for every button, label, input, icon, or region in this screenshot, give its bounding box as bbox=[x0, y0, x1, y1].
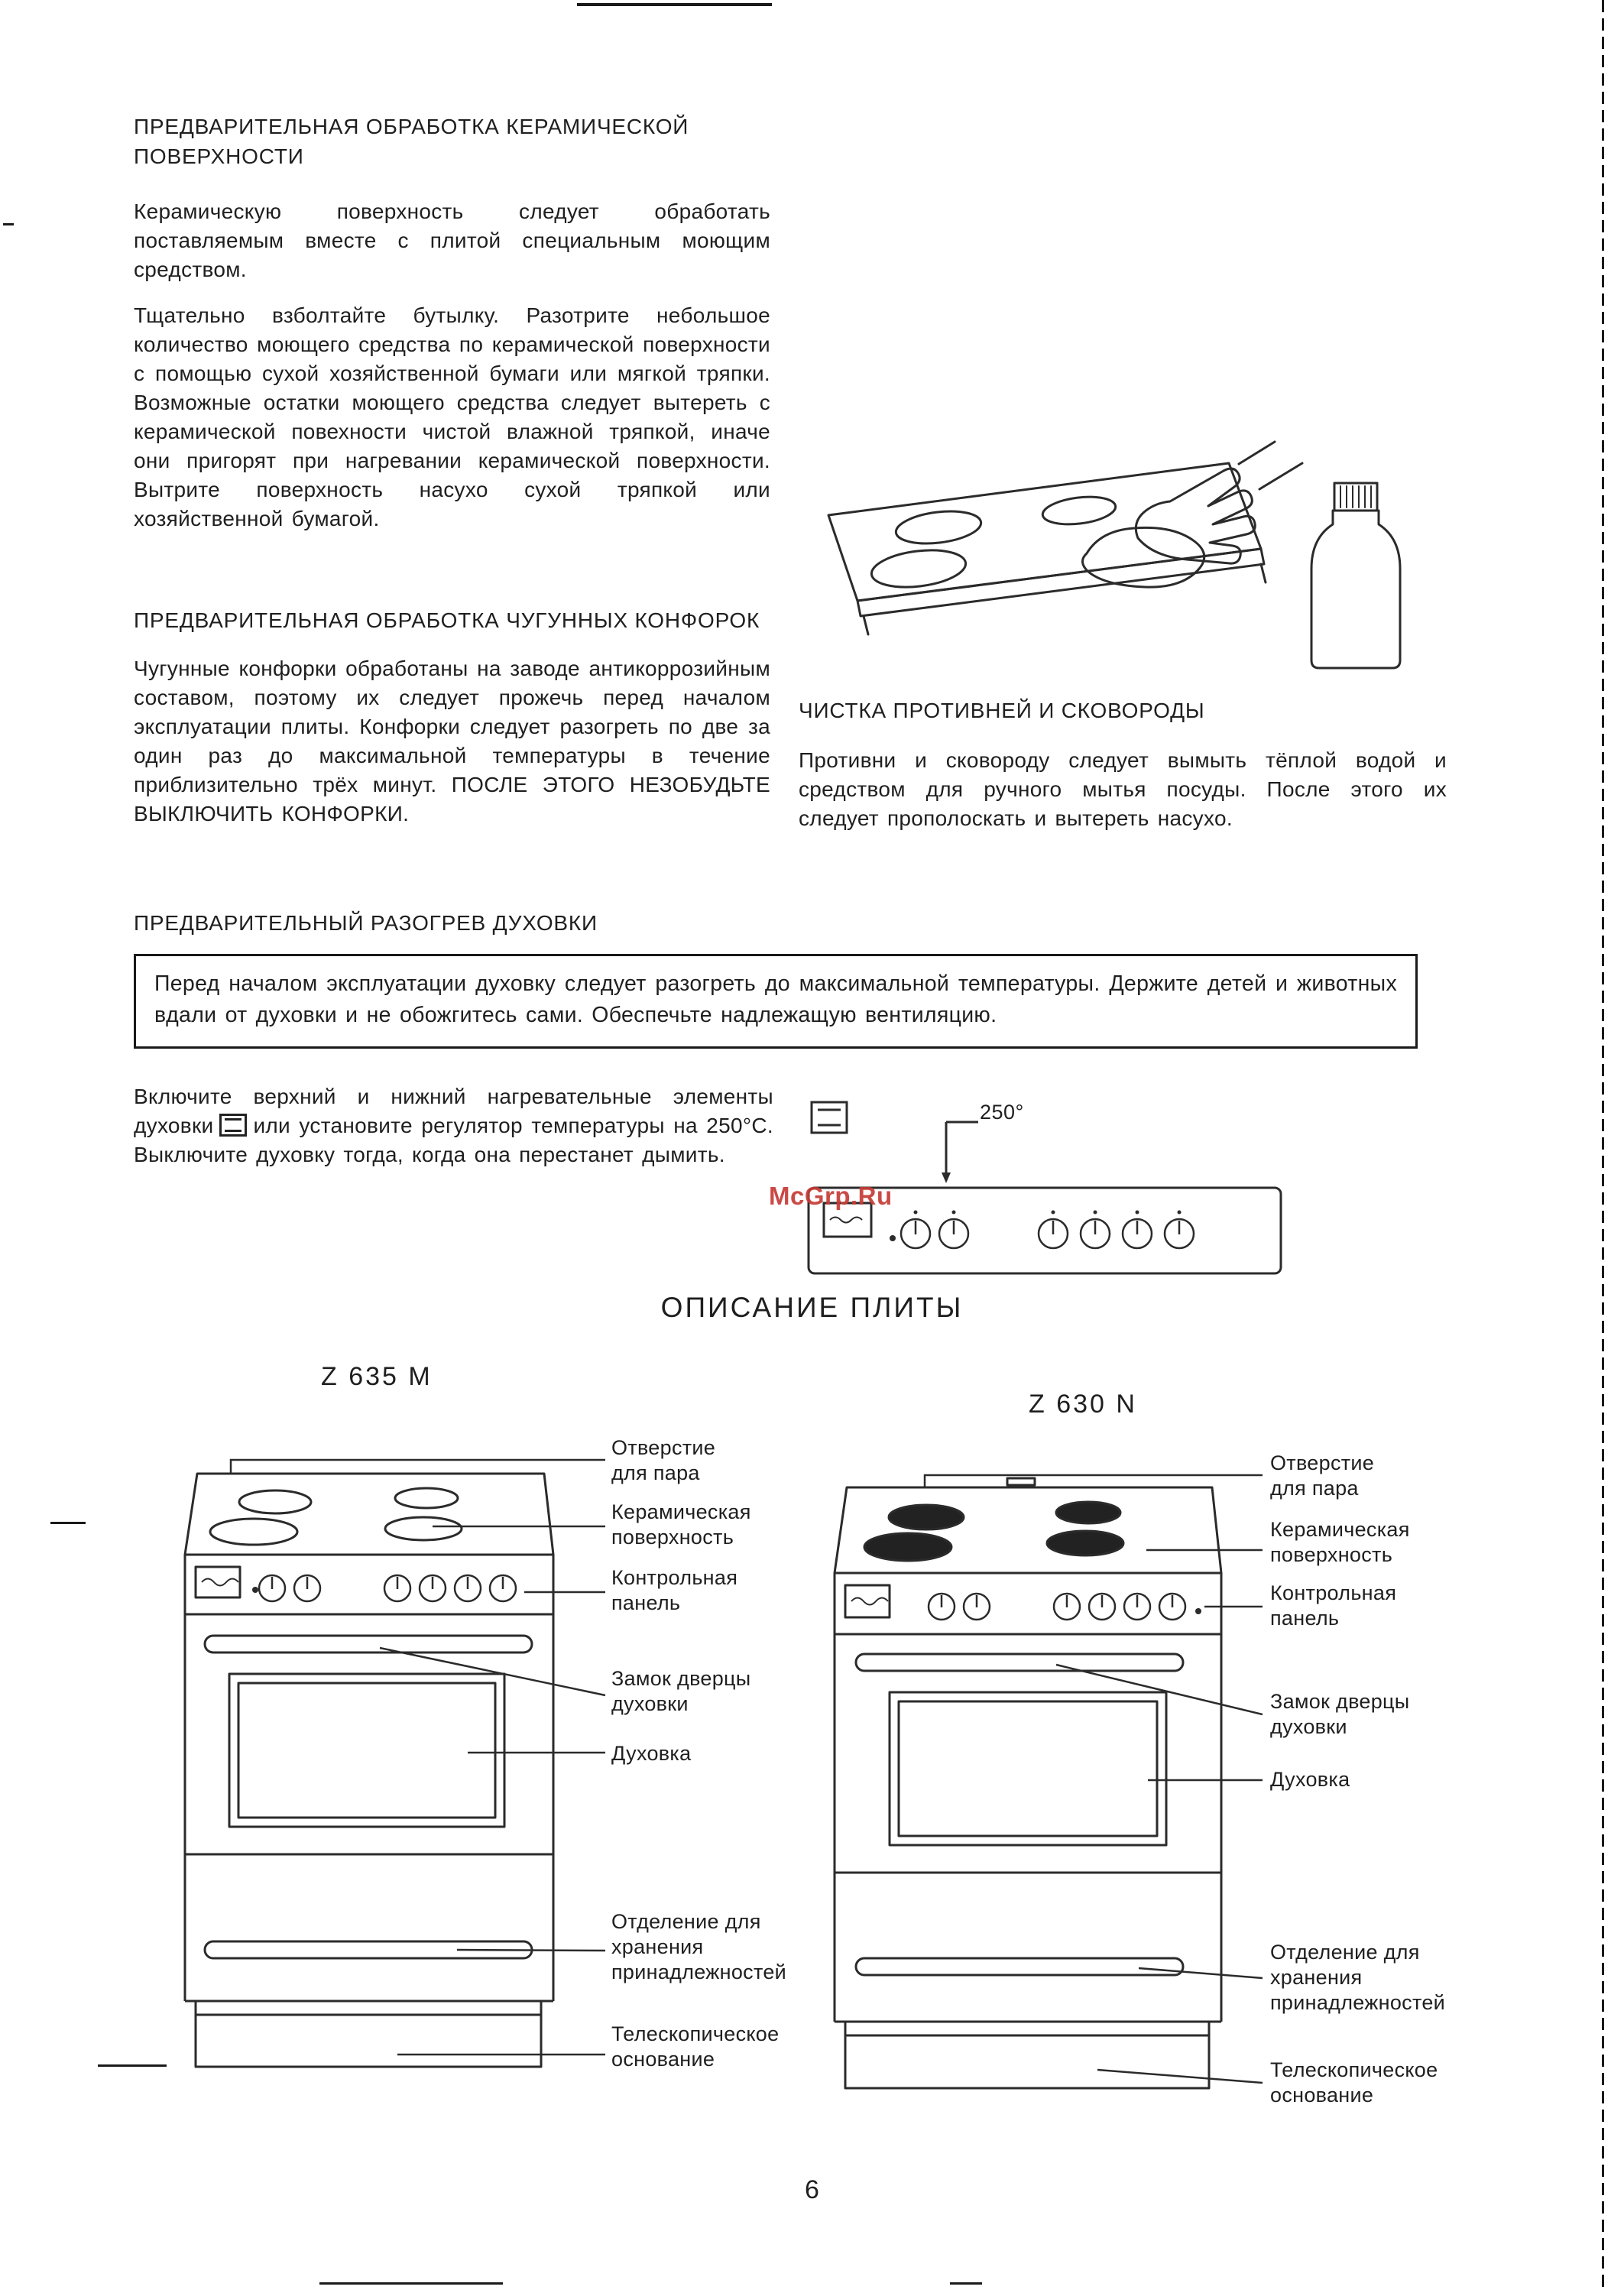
watermark: McGrp.Ru bbox=[769, 1182, 893, 1210]
section-title-ceramic-pretreatment: ПРЕДВАРИТЕЛЬНАЯ ОБРАБОТКА КЕРАМИЧЕСКОЙ ПОВЕРХНОСТИ bbox=[134, 115, 689, 168]
part-label-oven-right: Духовка bbox=[1270, 1768, 1350, 1791]
section-title-trays-cleaning: ЧИСТКА ПРОТИВНЕЙ И СКОВОРОДЫ bbox=[799, 699, 1205, 722]
part-label-telescopic-base: Телескопическое основание bbox=[611, 2022, 780, 2071]
description-heading: ОПИСАНИЕ ПЛИТЫ bbox=[660, 1292, 964, 1323]
part-label-ceramic-surface-right: Керамическая поверхность bbox=[1270, 1518, 1410, 1566]
cooktop-cleaning-illustration bbox=[807, 437, 1411, 682]
section-title-oven-preheat: ПРЕДВАРИТЕЛЬНЫЙ РАЗОГРЕВ ДУХОВКИ bbox=[134, 911, 598, 935]
panel-knobs bbox=[901, 1211, 1194, 1249]
part-label-ceramic-surface: Керамическая поверхность bbox=[611, 1500, 751, 1549]
scan-artifact-top-rule bbox=[577, 3, 772, 6]
oven-heat-icon bbox=[219, 1114, 247, 1137]
temperature-label: 250° bbox=[980, 1101, 1024, 1124]
part-label-door-lock: Замок дверцы духовки bbox=[611, 1667, 751, 1715]
part-label-steam-vent: Отверстие для пара bbox=[611, 1436, 716, 1484]
paragraph-preheat bbox=[134, 1082, 773, 1169]
part-label-door-lock-right: Замок дверцы духовки bbox=[1270, 1690, 1410, 1738]
bottle-cap-hatch bbox=[1340, 486, 1371, 508]
warning-text: Перед началом эксплуатации духовку следует разогреть до максимальной температуры. Держите детей и животных вдали от духовки и не обожгитесь сами. Обеспечьте надлежащую вентиляцию. bbox=[154, 971, 1397, 1027]
part-label-control-panel: Контрольная панель bbox=[611, 1566, 738, 1614]
scan-artifact-left-dash bbox=[3, 223, 14, 225]
paragraph-hobs: Чугунные конфорки обработаны на заводе антикоррозийным составом, поэтому их следует прожечь перед началом эксплуатации плиты. Конфорки следует разогреть по две за один раз до максимальной температуры в течение приблизительно трёх минут. ПОСЛЕ ЭТОГО НЕЗОБУДЬТЕ ВЫКЛЮЧИТЬ КОНФОРКИ. bbox=[134, 657, 770, 825]
paragraph-ceramic-1: Керамическую поверхность следует обработать поставляемым вместе с плитой специальным моющим средством. bbox=[134, 199, 770, 281]
model-label-z630n: Z 630 N bbox=[1029, 1390, 1137, 1419]
stove-z635m-drawing bbox=[185, 1474, 553, 2067]
scan-artifact-bottom-rule bbox=[319, 2282, 503, 2285]
part-label-storage-right: Отделение для хранения принадлежностей bbox=[1270, 1941, 1446, 2014]
warning-box bbox=[134, 954, 1418, 1049]
preheat-text-before-icon: Включите верхний и нижний нагревательные элементы духовки bbox=[134, 1085, 773, 1137]
part-label-oven: Духовка bbox=[611, 1742, 692, 1765]
scan-artifact-bottom-rule-2 bbox=[950, 2282, 982, 2285]
part-label-steam-vent-right: Отверстие для пара bbox=[1270, 1451, 1375, 1500]
paragraph-ceramic-2: Тщательно взболтайте бутылку. Разотрите небольшое количество моющего средства по керамической поверхности с помощью сухой хозяйственной бумаги или мягкой тряпки. Возможные остатки моющего средства следует вытереть с керамической повехности чистой влажной тряпкой, иначе они пригорят при нагревании керамической поверхности. Вытрите поверхность насухо сухой тряпкой или хозяйственной бумагой. bbox=[134, 303, 770, 530]
part-label-storage: Отделение для хранения принадлежностей bbox=[611, 1910, 787, 1983]
part-label-telescopic-base-right: Телескопическое основание bbox=[1270, 2058, 1438, 2107]
preheat-text-after-icon: или установите регулятор температуры на 250°С. Выключите духовку тогда, когда она перестанет дымить. bbox=[134, 1114, 773, 1166]
page-number: 6 bbox=[805, 2175, 819, 2204]
stove-z630n-drawing bbox=[835, 1478, 1221, 2088]
part-label-control-panel-right: Контрольная панель bbox=[1270, 1581, 1397, 1630]
model-label-z635m: Z 635 M bbox=[321, 1362, 433, 1391]
section-title-cast-iron-hobs: ПРЕДВАРИТЕЛЬНАЯ ОБРАБОТКА ЧУГУННЫХ КОНФОРОК bbox=[134, 608, 760, 632]
paragraph-trays: Противни и сковороду следует вымыть тёплой водой и средством для ручного мытья посуды. После этого их следует прополоскать и вытереть насухо. bbox=[799, 748, 1447, 830]
